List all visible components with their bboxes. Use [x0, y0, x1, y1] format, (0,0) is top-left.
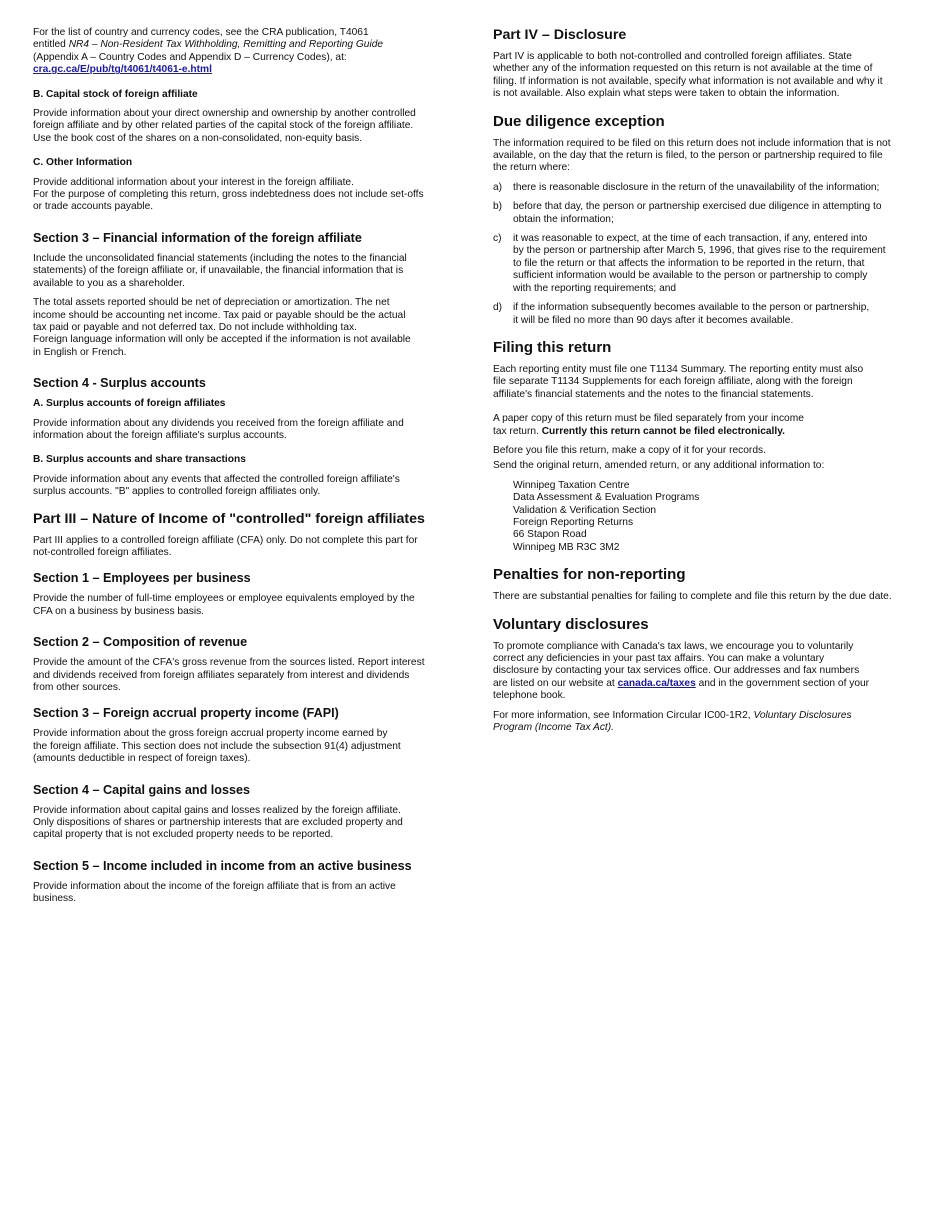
body-line: Include the unconsolidated financial statements (including the notes to the financial	[33, 252, 407, 264]
address-line: Validation & Verification Section	[513, 504, 657, 516]
t4061-link[interactable]: cra.gc.ca/E/pub/tg/t4061/t4061-e.html	[33, 64, 212, 76]
body-line: in English or French.	[33, 346, 127, 358]
body-text: are listed on our website at	[493, 677, 618, 689]
list-line: if the information subsequently becomes available to the person or partnership,	[513, 302, 870, 314]
body-line: not-controlled foreign affiliates.	[33, 546, 172, 558]
body-text: tax return.	[493, 425, 542, 437]
body-line	[493, 722, 923, 734]
list-label: c)	[493, 233, 502, 245]
electronic-filing-note: Currently this return cannot be filed electronically.	[541, 425, 785, 437]
capital-gains-block	[33, 783, 458, 842]
body-line: or trade accounts payable.	[33, 201, 154, 213]
list-line: sufficient information would be available to the person or partnership to comply	[513, 270, 868, 282]
voluntary-block	[493, 616, 923, 735]
revenue-block	[33, 635, 458, 694]
guide-title: NR4 – Non-Resident Tax Withholding, Remitting and Reporting Guide	[68, 39, 384, 51]
filing-block	[493, 339, 923, 554]
body-line: Use the book cost of the shares on a non-consolidated, non-equity basis.	[33, 132, 363, 144]
body-line: available to you as a shareholder.	[33, 277, 185, 289]
body-line: telephone book.	[493, 690, 566, 702]
capital-gains-heading: Section 4 – Capital gains and losses	[33, 782, 250, 797]
financial-info-heading: Section 3 – Financial information of the foreign affiliate	[33, 230, 362, 245]
body-line: CFA on a business by business basis.	[33, 605, 205, 617]
circular-title: Voluntary Disclosures	[753, 709, 852, 721]
intro-link-line	[33, 64, 458, 76]
surplus-b-heading: B. Surplus accounts and share transactions	[33, 454, 246, 466]
list-item	[493, 182, 923, 194]
body-line: Provide information about the gross foreign accrual property income earned by	[33, 728, 388, 740]
body-line: Provide information about the income of the foreign affiliate that is from an active	[33, 880, 396, 892]
body-line	[493, 710, 923, 722]
intro-line	[33, 39, 458, 51]
filing-heading: Filing this return	[493, 338, 612, 356]
body-line: statements) of the foreign affiliate or, if unavailable, the financial information that is	[33, 265, 404, 277]
list-line: it will be filed no more than 90 days after it becomes available.	[513, 314, 794, 326]
body-line: There are substantial penalties for failing to complete and file this return by the due date.	[493, 591, 892, 603]
voluntary-heading: Voluntary disclosures	[493, 615, 649, 633]
body-line: is not available. Also explain what steps were taken to obtain the information.	[493, 88, 840, 100]
list-line: before that day, the person or partnership exercised due diligence in attempting to	[513, 201, 882, 213]
body-line	[493, 678, 923, 690]
list-line: with the reporting requirements; and	[513, 282, 677, 294]
intro-block	[33, 27, 458, 77]
list-label: b)	[493, 201, 503, 213]
employees-heading: Section 1 – Employees per business	[33, 571, 251, 586]
list-line: there is reasonable disclosure in the return of the unavailability of the information;	[513, 181, 880, 193]
intro-line: (Appendix A – Country Codes and Appendix D – Currency Codes), at:	[33, 51, 347, 63]
active-business-heading: Section 5 – Income included in income from an active business	[33, 858, 412, 873]
financial-info-block	[33, 231, 458, 359]
body-line: information about the foreign affiliate's surplus accounts.	[33, 429, 287, 441]
body-line	[493, 426, 923, 438]
list-label: d)	[493, 302, 503, 314]
body-line: Send the original return, amended return, or any additional information to:	[493, 460, 825, 472]
right-column	[493, 27, 923, 734]
body-text: and in the government section of your	[695, 677, 870, 689]
body-line: Provide the number of full-time employees or employee equivalents employed by the	[33, 593, 415, 605]
intro-text: entitled	[33, 39, 69, 51]
list-line: to file the return or that affects the information to be reported in the return, that	[513, 257, 865, 269]
part3-block	[33, 511, 458, 560]
list-text	[513, 182, 923, 194]
address-line: Winnipeg MB R3C 3M2	[513, 541, 620, 553]
fapi-block	[33, 706, 458, 765]
body-line: To promote compliance with Canada's tax laws, we encourage you to voluntarily	[493, 640, 854, 652]
body-line: Provide the amount of the CFA's gross revenue from the sources listed. Report interest	[33, 657, 425, 669]
body-line: Foreign language information will only be accepted if the information is not available	[33, 334, 411, 346]
body-line: Provide information about your direct ownership and ownership by another controlled	[33, 108, 416, 120]
list-item	[493, 302, 923, 327]
due-diligence-block	[493, 113, 923, 327]
body-line: income should be accounting net income. Tax paid or payable should be the actual	[33, 309, 406, 321]
other-info-heading: C. Other Information	[33, 157, 133, 169]
other-info-block	[33, 157, 458, 214]
body-line: file separate T1134 Supplements for each foreign affiliate, along with the foreign	[493, 376, 853, 388]
body-line: correct any deficiencies in your past tax affairs. You can make a voluntary	[493, 653, 825, 664]
address-line: Data Assessment & Evaluation Programs	[513, 492, 700, 504]
active-business-block	[33, 859, 458, 906]
body-line: tax paid or payable and not deferred tax. Do not include withholding tax.	[33, 321, 357, 333]
body-line: whether any of the information requested on this return is not available at the time of	[493, 63, 873, 75]
capital-stock-block	[33, 89, 458, 146]
body-line: filing. If information is not available, specify what information is not available and why it	[493, 75, 883, 87]
body-line: Part III applies to a controlled foreign affiliate (CFA) only. Do not complete this part for	[33, 534, 418, 546]
body-line: Part IV is applicable to both not-controlled and controlled foreign affiliates. State	[493, 51, 852, 62]
body-line: For the purpose of completing this return, gross indebtedness does not include set-offs	[33, 189, 424, 201]
body-line: available, on the day that the return is filed, to the person or partnership required to file	[493, 150, 883, 162]
part4-heading: Part IV – Disclosure	[493, 27, 627, 43]
penalties-block	[493, 566, 923, 603]
body-line: Before you file this return, make a copy of it for your records.	[493, 444, 766, 456]
body-line: The information required to be filed on this return does not include information that is not	[493, 137, 891, 149]
body-text: For more information, see Information Circular IC00-1R2,	[493, 709, 754, 721]
body-line: and dividends received from foreign affiliates separately from interest and dividends	[33, 669, 410, 681]
address-line: 66 Stapon Road	[513, 529, 587, 541]
fapi-heading: Section 3 – Foreign accrual property income (FAPI)	[33, 706, 339, 721]
list-item	[493, 201, 923, 226]
body-line: affiliate's financial statements and the notes to the financial statements.	[493, 388, 814, 400]
list-line: it was reasonable to expect, at the time of each transaction, if any, entered into	[513, 233, 868, 245]
surplus-accounts-heading: Section 4 - Surplus accounts	[33, 376, 206, 391]
body-line: A paper copy of this return must be filed separately from your income	[493, 413, 804, 425]
address-line: Foreign Reporting Returns	[513, 516, 634, 528]
body-line: Each reporting entity must file one T1134 Summary. The reporting entity must also	[493, 363, 864, 375]
mailing-address	[493, 480, 923, 554]
body-line: Only dispositions of shares or partnership interests that are excluded property and	[33, 817, 403, 829]
body-line: The total assets reported should be net of depreciation or amortization. The net	[33, 297, 390, 309]
body-line: business.	[33, 893, 77, 905]
list-text	[513, 201, 923, 226]
surplus-accounts-block	[33, 376, 458, 498]
left-column	[33, 27, 458, 906]
due-diligence-heading: Due diligence exception	[493, 112, 665, 130]
body-line: Provide information about any events that affected the controlled foreign affiliate's	[33, 473, 400, 485]
surplus-a-heading: A. Surplus accounts of foreign affiliates	[33, 398, 226, 410]
list-line: by the person or partnership after March 5, 1996, that gives rise to the requirement	[513, 245, 886, 257]
address-line: Winnipeg Taxation Centre	[513, 479, 630, 491]
intro-line: For the list of country and currency codes, see the CRA publication, T4061	[33, 27, 369, 38]
part4-block	[493, 27, 923, 101]
body-line: the return where:	[493, 162, 571, 174]
canada-taxes-link[interactable]: canada.ca/taxes	[617, 677, 696, 689]
body-line: capital property that is not excluded property needs to be reported.	[33, 829, 334, 841]
body-line: (amounts deductible in respect of foreign taxes).	[33, 753, 251, 765]
circular-title: Program (Income Tax Act).	[493, 722, 614, 734]
body-line: disclosure by contacting your tax services office. Our addresses and fax numbers	[493, 665, 860, 677]
list-item	[493, 233, 923, 295]
capital-stock-heading: B. Capital stock of foreign affiliate	[33, 88, 198, 100]
body-line: foreign affiliate and by other related parties of the capital stock of the foreign affiliate.	[33, 120, 414, 132]
list-label: a)	[493, 181, 503, 193]
employees-block	[33, 571, 458, 618]
body-line: surplus accounts. "B" applies to controlled foreign affiliates only.	[33, 486, 321, 498]
body-line: Provide information about capital gains and losses realized by the foreign affiliate.	[33, 804, 401, 816]
body-line: the foreign affiliate. This section does not include the subsection 91(4) adjustment	[33, 740, 401, 752]
body-line: Provide information about any dividends you received from the foreign affiliate and	[33, 417, 404, 429]
revenue-heading: Section 2 – Composition of revenue	[33, 635, 248, 650]
penalties-heading: Penalties for non-reporting	[493, 566, 686, 584]
list-line: obtain the information;	[513, 213, 614, 225]
list-text	[513, 302, 923, 327]
body-line: from other sources.	[33, 682, 121, 693]
part3-heading: Part III – Nature of Income of "controlled" foreign affiliates	[33, 510, 425, 527]
body-line: Provide additional information about your interest in the foreign affiliate.	[33, 176, 354, 188]
list-text	[513, 233, 923, 295]
